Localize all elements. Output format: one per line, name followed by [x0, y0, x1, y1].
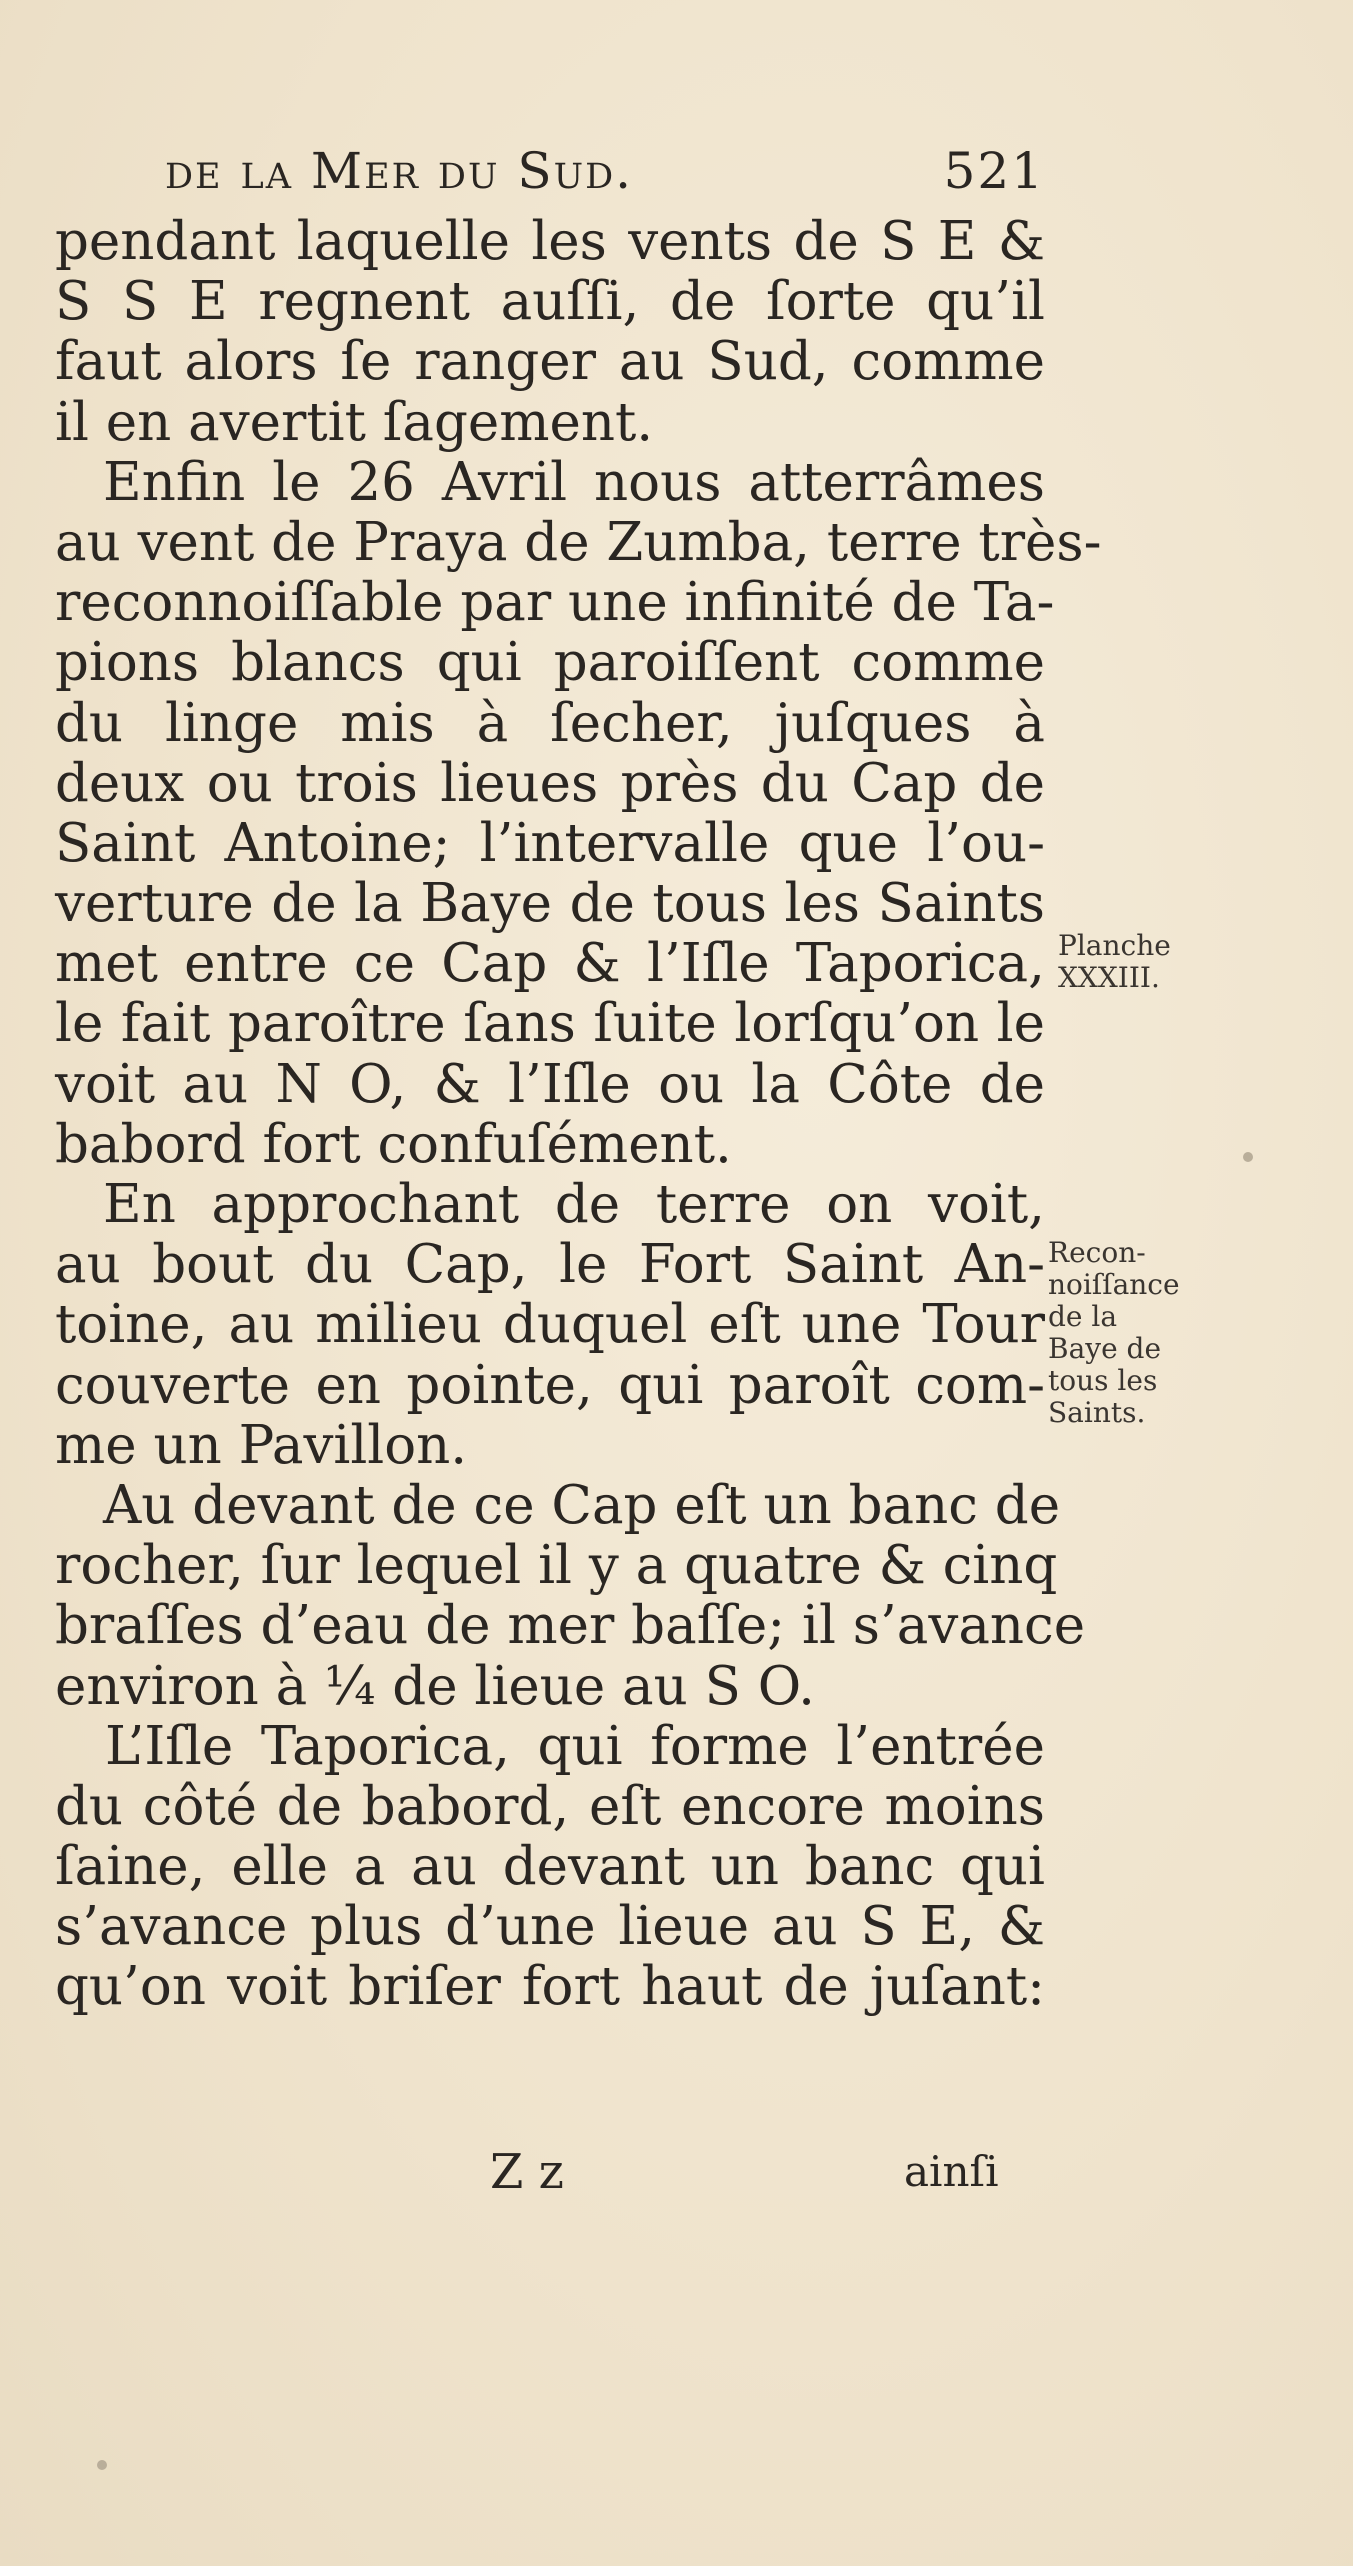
text-line: au bout du Cap, le Fort Saint An-	[55, 1234, 1045, 1296]
text-line: au vent de Praya de Zumba, terre très-	[55, 511, 1102, 573]
text-line: couverte en pointe, qui paroît com-	[55, 1354, 1045, 1416]
text-line: faut alors ſe ranger au Sud, comme	[55, 331, 1045, 393]
text-line: pions blancs qui paroiſſent comme	[55, 632, 1045, 694]
text-line: reconnoiſſable par une infinité de Ta-	[55, 572, 1055, 634]
text-line: L’Iſle Taporica, qui forme l’entrée	[105, 1715, 1045, 1777]
margin-note-line: noiſſance	[1048, 1268, 1180, 1301]
text-line: le fait paroître ſans ſuite lorſqu’on le	[55, 993, 1045, 1055]
catchword: ainſi	[904, 2147, 999, 2196]
text-line: verture de la Baye de tous les Saints	[55, 873, 1045, 935]
text-line: rocher, ſur lequel il y a quatre & cinq	[55, 1535, 1058, 1597]
running-header	[165, 140, 1045, 202]
margin-note-line: XXXIII.	[1058, 961, 1160, 994]
body-text	[55, 211, 1102, 2018]
margin-note-line: Recon-	[1048, 1236, 1146, 1269]
margin-note-line: de la	[1048, 1300, 1118, 1333]
text-line: Enfin le 26 Avril nous atterrâmes	[103, 451, 1045, 513]
margin-note-line: Saints.	[1048, 1396, 1146, 1429]
text-line: En approchant de terre on voit,	[103, 1174, 1045, 1235]
margin-note-plate	[1058, 930, 1258, 994]
text-line: braſſes d’eau de mer baſſe; il s’avance	[55, 1595, 1086, 1657]
margin-note-landmark	[1048, 1237, 1278, 1429]
text-line: babord fort confuſément.	[55, 1113, 732, 1175]
text-line: me un Pavillon.	[55, 1414, 468, 1476]
text-line: Au devant de ce Cap eſt un banc de	[103, 1474, 1061, 1536]
signature-mark: Z z	[490, 2144, 564, 2200]
page-number: 521	[943, 142, 1045, 200]
ink-spot	[1243, 1152, 1253, 1162]
running-title: de la Mer du Sud.	[165, 142, 634, 200]
text-line: toine, au milieu duquel eſt une Tour	[55, 1294, 1045, 1356]
text-line: s’avance plus d’une lieue au S E, &	[55, 1896, 1045, 1958]
text-line: deux ou trois lieues près du Cap de	[55, 752, 1045, 814]
text-line: du côté de babord, eſt encore moins	[55, 1775, 1045, 1837]
text-line: met entre ce Cap & l’Iſle Taporica,	[55, 933, 1045, 995]
text-line: environ à ¼ de lieue au S O.	[55, 1655, 815, 1717]
margin-note-line: Planche	[1058, 929, 1171, 962]
text-line: voit au N O, & l’Iſle ou la Côte de	[55, 1053, 1045, 1115]
ink-spot	[97, 2460, 107, 2470]
text-line: S S E regnent auſſi, de ſorte qu’il	[55, 271, 1045, 333]
margin-note-line: Baye de	[1048, 1332, 1162, 1365]
text-line: pendant laquelle les vents de S E &	[55, 211, 1045, 272]
text-line: qu’on voit briſer fort haut de juſant:	[55, 1956, 1045, 2018]
text-line: ſaine, elle a au devant un banc qui	[55, 1836, 1045, 1898]
margin-note-line: tous les	[1048, 1364, 1158, 1397]
text-line: Saint Antoine; l’intervalle que l’ou-	[55, 812, 1045, 874]
text-line: du linge mis à ſecher, juſques à	[55, 692, 1045, 754]
text-line: il en avertit ſagement.	[55, 391, 654, 453]
